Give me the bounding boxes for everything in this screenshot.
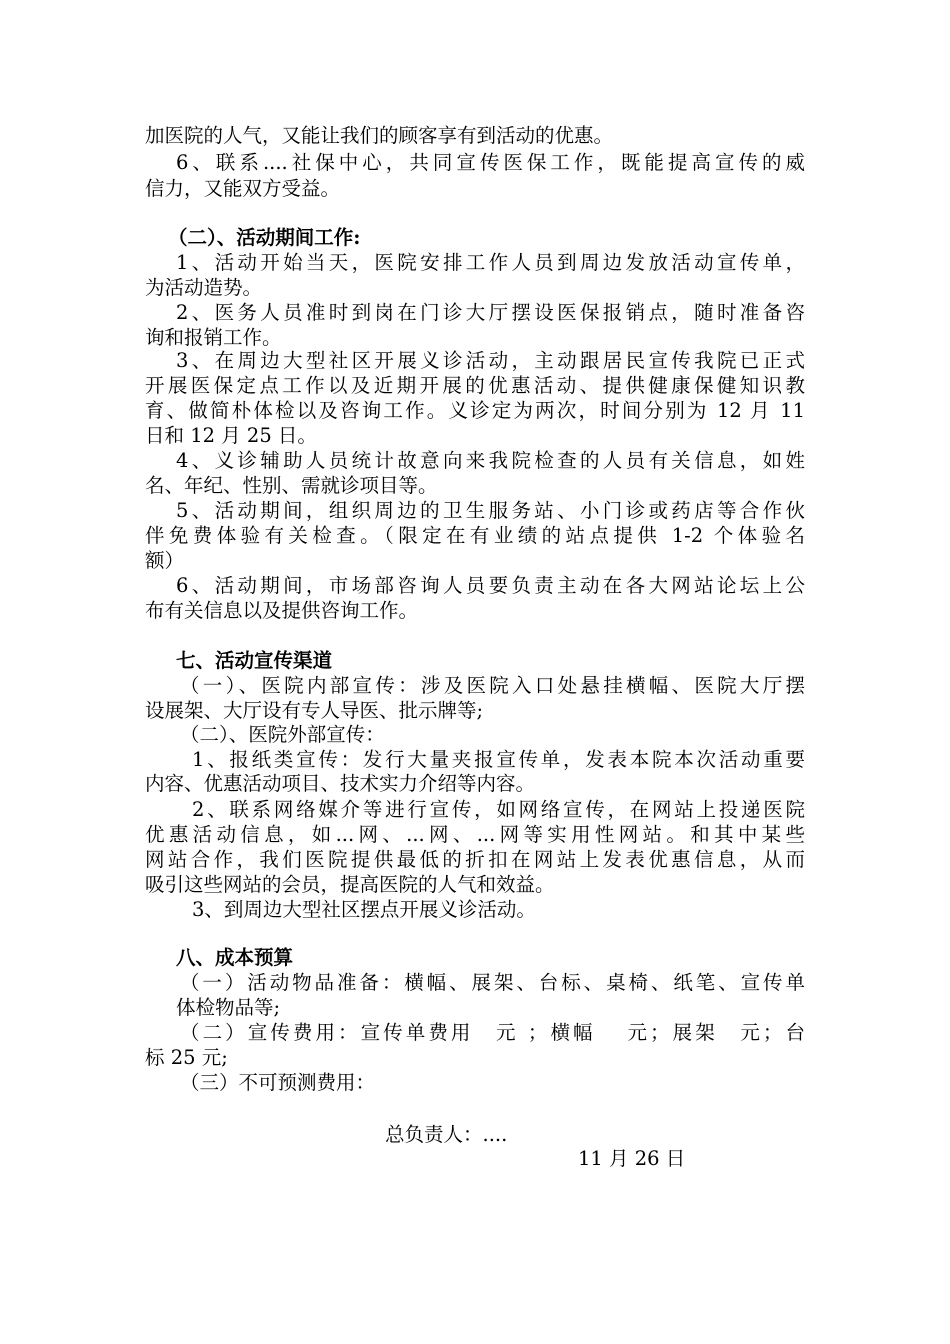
paragraph-line: （三）不可预测费用： bbox=[180, 1071, 376, 1094]
paragraph-line: 4、义诊辅助人员统计故意向来我院检查的人员有关信息，如姓 bbox=[176, 449, 805, 472]
paragraph-line: 1、报纸类宣传：发行大量夹报宣传单，发表本院本次活动重要 bbox=[192, 748, 805, 771]
paragraph-line: 名、年纪、性别、需就诊项目等。 bbox=[145, 474, 438, 497]
paragraph-line: 加医院的人气，又能让我们的顾客享有到活动的优惠。 bbox=[145, 124, 614, 147]
date-line: 11 月 26 日 bbox=[578, 1147, 686, 1170]
paragraph-line: （二）、医院外部宣传： bbox=[180, 723, 385, 746]
paragraph-line: （一）、医院内部宣传：涉及医院入口处悬挂横幅、医院大厅摆 bbox=[180, 674, 805, 697]
paragraph-line: 5、活动期间，组织周边的卫生服务站、小门诊或药店等合作伙 bbox=[176, 499, 805, 522]
paragraph-line: 体检物品等; bbox=[176, 996, 281, 1019]
paragraph-line: 开展医保定点工作以及近期开展的优惠活动、提供健康保健知识教 bbox=[145, 374, 805, 397]
signature-line: 总负责人：.... bbox=[385, 1123, 508, 1146]
paragraph-line: 标 25 元; bbox=[145, 1046, 228, 1069]
paragraph-line: 布有关信息以及提供咨询工作。 bbox=[145, 599, 419, 622]
paragraph-line: 育、做简朴体检以及咨询工作。义诊定为两次，时间分别为 12 月 11 bbox=[145, 399, 805, 422]
section-heading: （二）、活动期间工作: bbox=[168, 226, 361, 249]
paragraph-line: 内容、优惠活动项目、技术实力介绍等内容。 bbox=[145, 772, 536, 795]
paragraph-line: 额） bbox=[145, 549, 185, 572]
paragraph-line: （一）活动物品准备：横幅、展架、台标、桌椅、纸笔、宣传单 bbox=[180, 971, 805, 994]
paragraph-line: 吸引这些网站的会员，提高医院的人气和效益。 bbox=[145, 873, 555, 896]
paragraph-line: 伴免费体验有关检查。（限定在有业绩的站点提供 1-2 个体验名 bbox=[145, 524, 805, 547]
paragraph-line: 3、到周边大型社区摆点开展义诊活动。 bbox=[192, 898, 536, 921]
paragraph-line: 询和报销工作。 bbox=[145, 326, 282, 349]
section-heading: 八、成本预算 bbox=[176, 946, 294, 969]
paragraph-line: 2、医务人员准时到岗在门诊大厅摆设医保报销点，随时准备咨 bbox=[176, 301, 805, 324]
paragraph-line: 网站合作，我们医院提供最低的折扣在网站上发表优惠信息，从而 bbox=[145, 848, 805, 871]
paragraph-line: 3、在周边大型社区开展义诊活动，主动跟居民宣传我院已正式 bbox=[176, 349, 805, 372]
paragraph-line: 优惠活动信息，如...网、...网、...网等实用性网站。和其中某些 bbox=[145, 823, 805, 846]
section-heading: 七、活动宣传渠道 bbox=[176, 649, 333, 672]
paragraph-line: 6、活动期间，市场部咨询人员要负责主动在各大网站论坛上公 bbox=[176, 574, 805, 597]
paragraph-line: 2、联系网络媒介等进行宣传，如网络宣传，在网站上投递医院 bbox=[192, 798, 805, 821]
paragraph-line: 为活动造势。 bbox=[145, 276, 263, 299]
paragraph-line: 日和 12 月 25 日。 bbox=[145, 424, 317, 447]
paragraph-line: 1、活动开始当天，医院安排工作人员到周边发放活动宣传单， bbox=[176, 251, 805, 274]
paragraph-line: 设展架、大厅设有专人导医、批示牌等; bbox=[145, 699, 484, 722]
paragraph-line: 信力，又能双方受益。 bbox=[145, 177, 341, 200]
paragraph-line: （二）宣传费用：宣传单费用 元 ；横幅 元；展架 元；台 bbox=[180, 1021, 805, 1044]
paragraph-line: 6、联系....社保中心，共同宣传医保工作，既能提高宣传的威 bbox=[176, 151, 805, 174]
